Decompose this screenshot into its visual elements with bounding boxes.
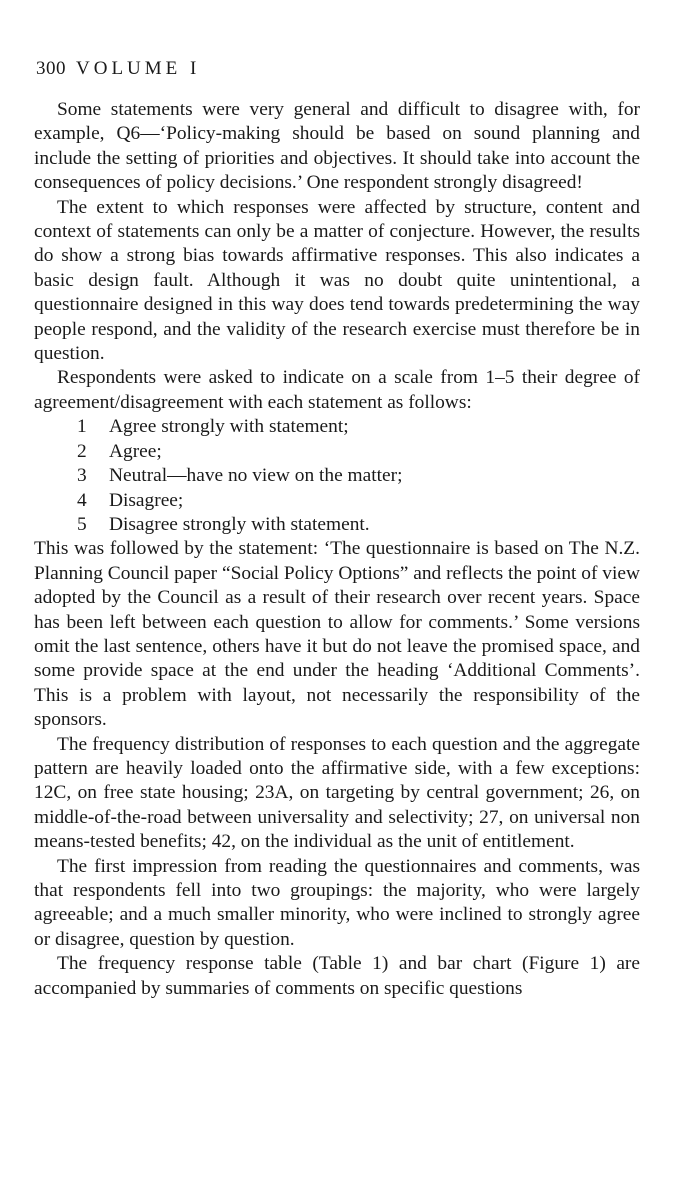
list-item-text: Agree strongly with statement;: [109, 416, 349, 438]
paragraph-response-bias: The extent to which responses were affected by structure, content and context of statements can only be a matter of conjecture. However, the results do show a strong bias towards affirmative responses. This also indicates a basic design fault. Although it was no doubt quite unintentional, a questionnaire designed in this way does tend towards predetermining the way people respond, and the validity of the research exercise must therefore be in question.: [34, 196, 640, 365]
paragraph-scale-intro: Respondents were asked to indicate on a scale from 1–5 their degree of agreement/disagreement with each statement as follows:: [34, 367, 640, 413]
list-item-text: Disagree;: [109, 489, 184, 511]
list-item: [34, 464, 640, 488]
list-item: [34, 513, 640, 537]
page-number: 300: [36, 58, 66, 79]
paragraph-questionnaire-statement: This was followed by the statement: ‘The questionnaire is based on The N.Z. Planning Council paper “Social Policy Options” and reflects the point of view adopted by the Council as a result of their research over recent years. Space has been left between each question to allow for comments.’ Some versions omit the last sentence, others have it but do not leave the promised space, and some provide space at the end under the heading ‘Additional Comments’. This is a problem with layout, not necessarily the responsibility of the sponsors.: [34, 538, 640, 731]
paragraph-general-statements: Some statements were very general and difficult to disagree with, for example, Q6—‘Policy-making should be based on sound planning and include the setting of priorities and objectives. It should take into account the consequences of policy decisions.’ One respondent strongly disagreed!: [34, 99, 640, 194]
list-item-number: 1: [77, 416, 87, 438]
list-item-number: 2: [77, 440, 87, 462]
body-text: [34, 98, 640, 1001]
list-item-text: Agree;: [109, 440, 162, 462]
list-item-text: Neutral—have no view on the matter;: [109, 465, 403, 487]
list-item-number: 3: [77, 465, 87, 487]
paragraph-table-and-chart: The frequency response table (Table 1) and bar chart (Figure 1) are accompanied by summaries of comments on specific questions: [34, 953, 640, 999]
paragraph-first-impression: The first impression from reading the questionnaires and comments, was that respondents fell into two groupings: the majority, who were largely agreeable; and a much smaller minority, who were inclined to strongly agree or disagree, question by question.: [34, 855, 640, 950]
agreement-scale-list: [34, 415, 640, 537]
paragraph-frequency-distribution: The frequency distribution of responses to each question and the aggregate pattern are heavily loaded onto the affirmative side, with a few exceptions: 12C, on free state housing; 23A, on targeting by central government; 26, on middle-of-the-road between universality and selectivity; 27, on universal non means-tested benefits; 42, on the individual as the unit of entitlement.: [34, 733, 640, 853]
list-item-number: 5: [77, 513, 87, 535]
volume-label: VOLUME I: [76, 58, 201, 79]
running-head: [36, 58, 200, 80]
list-item: [34, 489, 640, 513]
list-item: [34, 415, 640, 439]
list-item-number: 4: [77, 489, 87, 511]
list-item-text: Disagree strongly with statement.: [109, 513, 370, 535]
list-item: [34, 440, 640, 464]
